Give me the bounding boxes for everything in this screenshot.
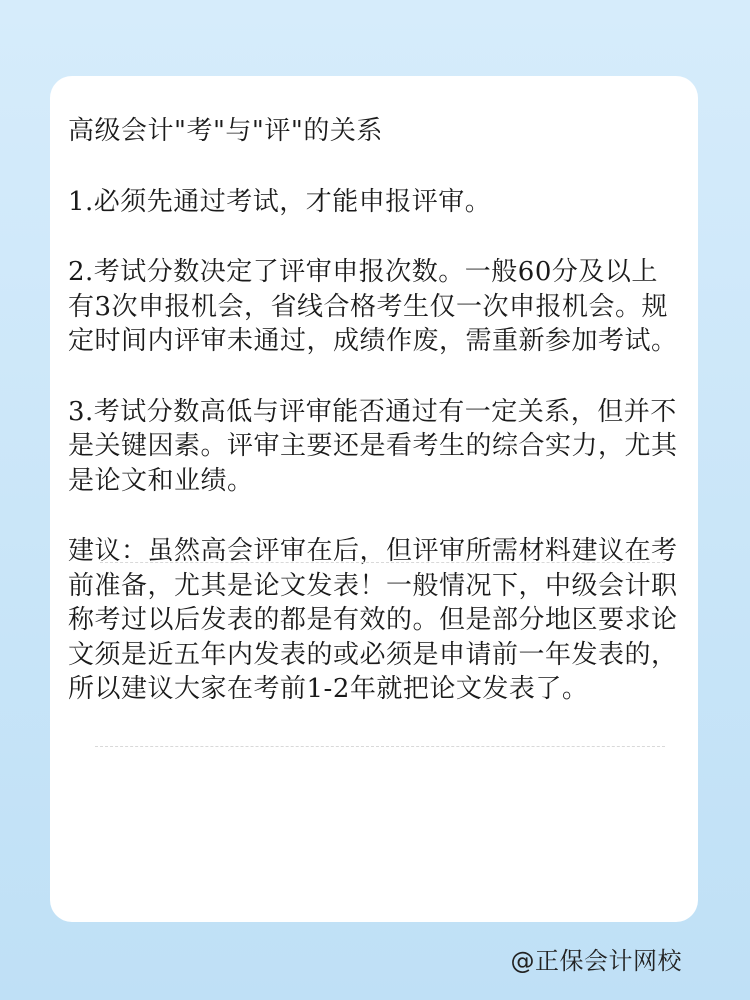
paragraph-1: 1.必须先通过考试，才能申报评审。 xyxy=(68,186,492,217)
paragraph-2: 2.考试分数决定了评审申报次数。一般60分及以上有3次申报机会，省线合格考生仅一次申报机会。规定时间内评审未通过，成绩作废，需重新参加考试。 xyxy=(68,257,678,356)
spacer xyxy=(68,498,680,534)
dashed-divider xyxy=(100,562,665,563)
spacer xyxy=(68,149,680,185)
document-title: 高级会计"考"与"评"的关系 xyxy=(68,116,383,146)
spacer xyxy=(68,359,680,395)
paragraph-4: 建议：虽然高会评审在后，但评审所需材料建议在考前准备，尤其是论文发表！一般情况下，中级会计职称考过以后发表的都是有效的。但是部分地区要求论文须是近五年内发表的或必须是申请前一年发表的，所以建议大家在考前1-2年就把论文发表了。 xyxy=(68,536,678,704)
spacer xyxy=(68,219,680,255)
watermark-text: @正保会计网校 xyxy=(510,947,682,975)
dashed-divider xyxy=(95,746,665,747)
content-card xyxy=(50,76,698,922)
paragraph-3: 3.考试分数高低与评审能否通过有一定关系，但并不是关键因素。评审主要还是看考生的综合实力，尤其是论文和业绩。 xyxy=(68,396,678,496)
